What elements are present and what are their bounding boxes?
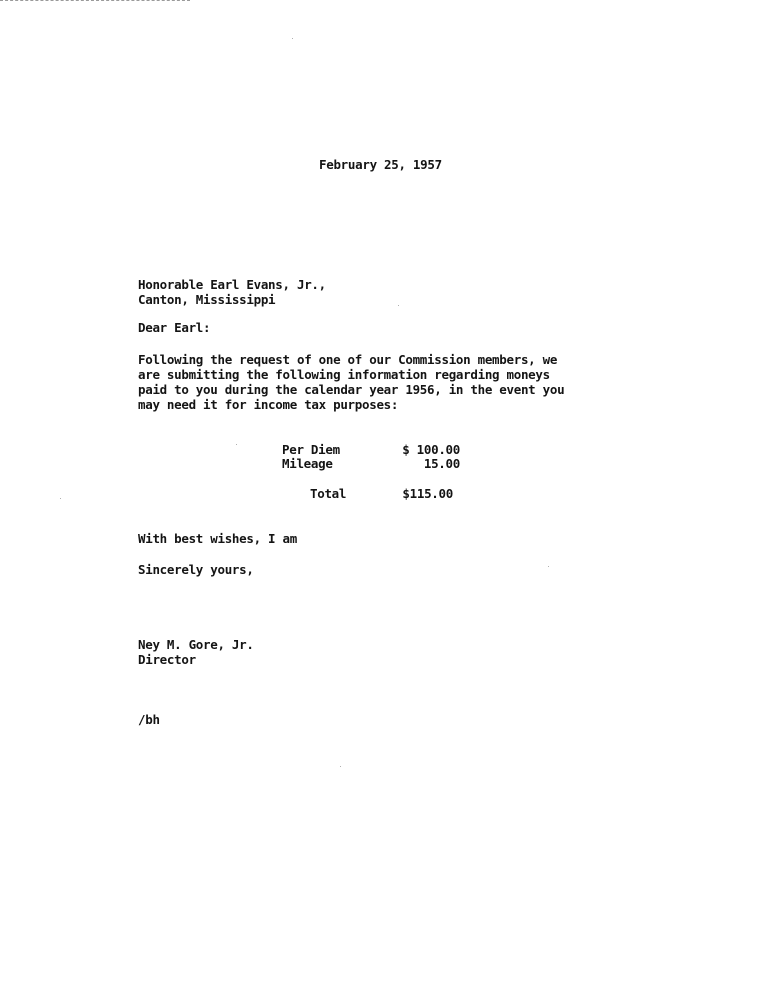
top-edge-dashes bbox=[0, 0, 190, 1]
letter-date: February 25, 1957 bbox=[319, 157, 442, 172]
paper-speck bbox=[340, 766, 341, 767]
payment-amount-mileage: 15.00 bbox=[423, 456, 460, 471]
closing-line: With best wishes, I am bbox=[138, 531, 297, 546]
recipient-name: Honorable Earl Evans, Jr., bbox=[138, 277, 326, 292]
signer-title: Director bbox=[138, 652, 196, 667]
signer-name: Ney M. Gore, Jr. bbox=[138, 637, 254, 652]
sign-off: Sincerely yours, bbox=[138, 562, 254, 577]
paper-speck bbox=[236, 444, 237, 445]
salutation: Dear Earl: bbox=[138, 320, 211, 335]
payment-label-mileage: Mileage bbox=[282, 456, 333, 471]
body-line: Following the request of one of our Commission members, we bbox=[138, 352, 558, 367]
typist-initials: /bh bbox=[138, 712, 160, 727]
body-line: may need it for income tax purposes: bbox=[138, 397, 399, 412]
paper-speck bbox=[398, 305, 399, 306]
paper-speck bbox=[60, 498, 61, 499]
paper-speck bbox=[292, 38, 293, 39]
recipient-location: Canton, Mississippi bbox=[138, 292, 276, 307]
body-line: are submitting the following information regarding moneys bbox=[138, 367, 550, 382]
payment-label-per-diem: Per Diem bbox=[282, 442, 340, 457]
total-amount: $115.00 bbox=[402, 486, 453, 501]
body-line: paid to you during the calendar year 1956, in the event you bbox=[138, 382, 565, 397]
paper-speck bbox=[548, 566, 549, 567]
total-label: Total bbox=[310, 486, 347, 501]
payment-amount-per-diem: $ 100.00 bbox=[402, 442, 460, 457]
